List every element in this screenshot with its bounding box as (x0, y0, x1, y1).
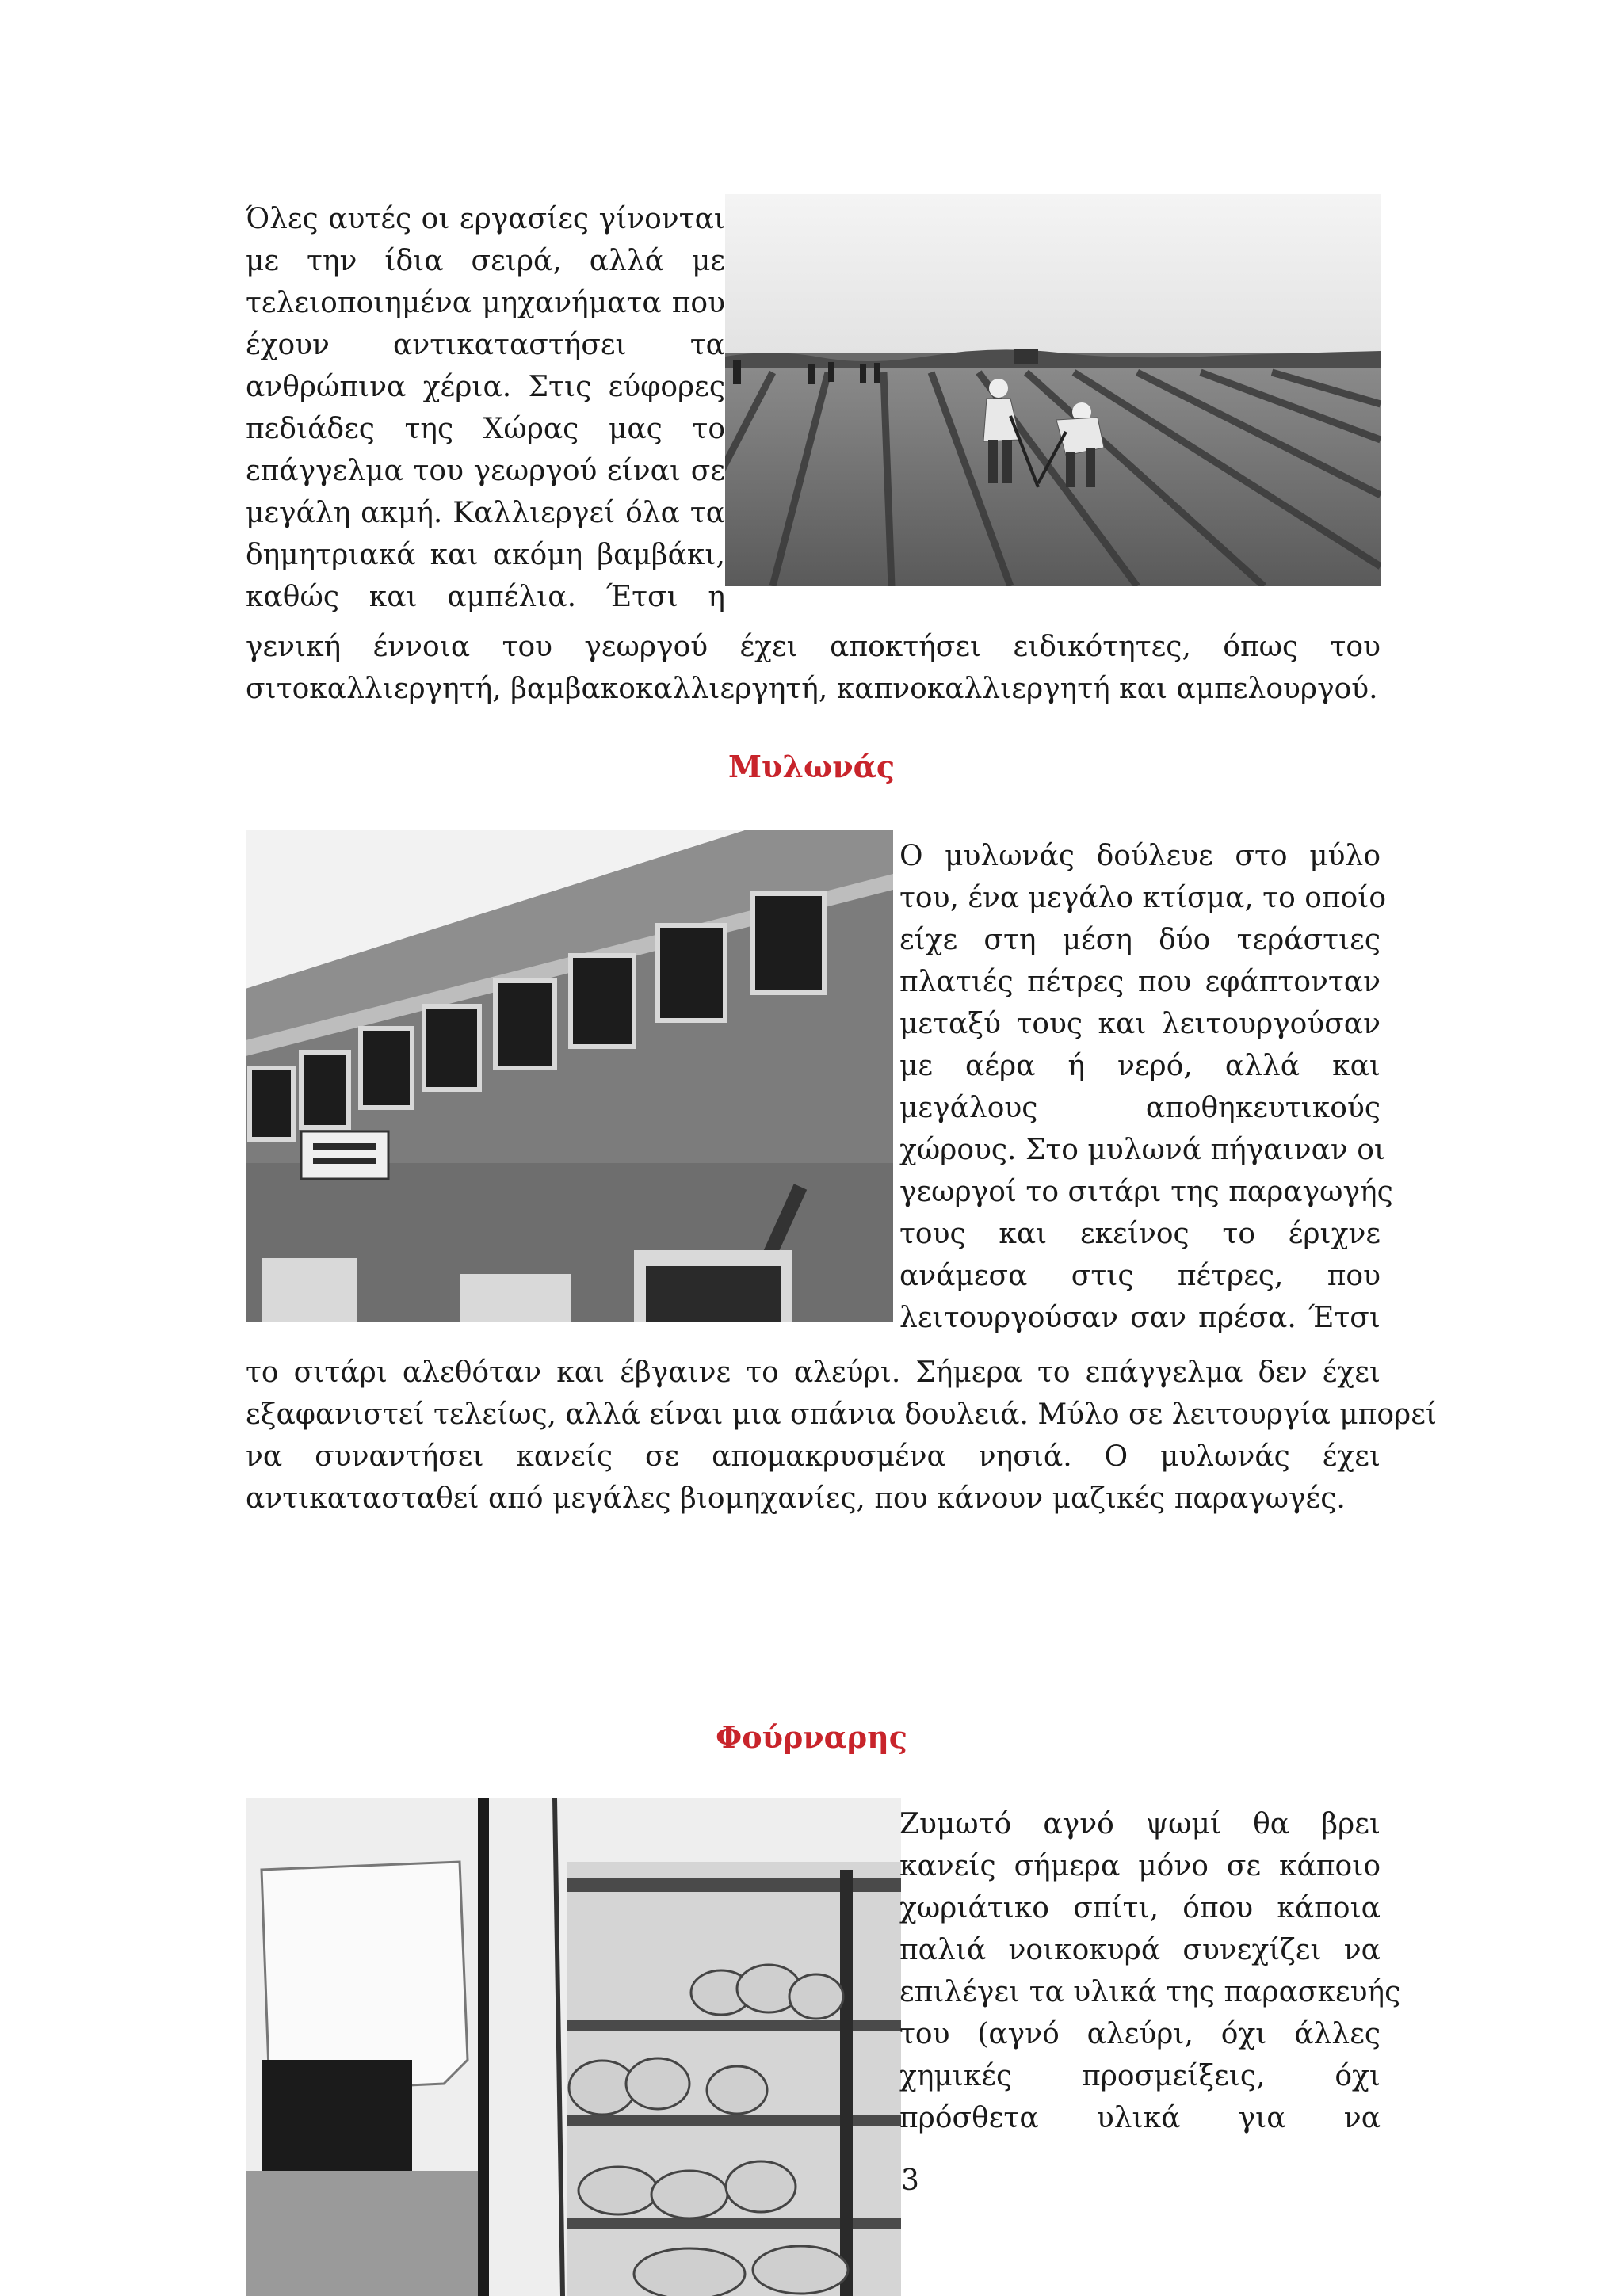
text-line: επάγγελμα του γεωργού είναι σε (246, 455, 725, 487)
text-line: μεταξύ τους και λειτουργούσαν (899, 1008, 1381, 1040)
text-line: γεωργοί το σιτάρι της παραγωγής (899, 1176, 1393, 1208)
text-line: του (αγνό αλεύρι, όχι άλλες (899, 2018, 1381, 2050)
text-line: εξαφανιστεί τελείως, αλλά είναι μια σπάνια δουλειά. Μύλο σε λειτουργία μπορεί (246, 1398, 1437, 1431)
mill-photo (246, 830, 893, 1322)
text-line: καθώς και αμπέλια. Έτσι η (246, 581, 725, 613)
text-line: κανείς σήμερα μόνο σε κάποιο (899, 1850, 1381, 1882)
miller-paragraph-wrapped (899, 835, 1393, 1339)
text-line: γενική έννοια του γεωργού έχει αποκτήσει ειδικότητες, όπως του (246, 631, 1381, 663)
text-line: λειτουργούσαν σαν πρέσα. Έτσι (899, 1302, 1381, 1334)
text-line: χημικές προσμείξεις, όχι (899, 2060, 1381, 2092)
farmer-paragraph-wrapped (246, 198, 725, 618)
text-line: τελειοποιημένα μηχανήματα που (246, 287, 725, 319)
miller-heading: Μυλωνάς (727, 749, 895, 784)
text-line: με την ίδια σειρά, αλλά με (246, 245, 725, 277)
text-line: να συναντήσει κανείς σε απομακρυσμένα νησιά. Ο μυλωνάς έχει (246, 1440, 1381, 1473)
text-line: επιλέγει τα υλικά της παρασκευής (899, 1976, 1401, 2008)
text-line: χωριάτικο σπίτι, όπου κάποια (899, 1892, 1381, 1924)
mill-photo-image (246, 830, 893, 1322)
text-line: παλιά νοικοκυρά συνεχίζει να (899, 1934, 1381, 1966)
text-line: Ο μυλωνάς δούλευε στο μύλο (899, 840, 1381, 872)
text-line: είχε στη μέση δύο τεράστιες (899, 924, 1381, 956)
text-line: σιτοκαλλιεργητή, βαμβακοκαλλιεργητή, καπνοκαλλιεργητή και αμπελουργού. (246, 673, 1378, 705)
text-line: πλατιές πέτρες που εφάπτονταν (899, 966, 1381, 998)
text-line: πρόσθετα υλικά για να (899, 2102, 1381, 2134)
text-line: πεδιάδες της Χώρας μας το (246, 413, 725, 445)
text-line: με αέρα ή νερό, αλλά και (899, 1050, 1381, 1082)
text-line: μεγάλους αποθηκευτικούς (899, 1092, 1381, 1124)
text-line: μεγάλη ακμή. Καλλιεργεί όλα τα (246, 497, 725, 529)
text-line: Όλες αυτές οι εργασίες γίνονται (246, 203, 725, 235)
text-line: έχουν αντικαταστήσει τα (246, 329, 725, 361)
bakery-photo (246, 1798, 901, 2296)
text-line: το σιτάρι αλεθόταν και έβγαινε το αλεύρι. Σήμερα το επάγγελμα δεν έχει (246, 1356, 1381, 1389)
bakery-photo-image (246, 1798, 901, 2296)
page-number: 3 (901, 2164, 919, 2197)
text-line: τους και εκείνος το έριχνε (899, 1218, 1381, 1250)
text-line: χώρους. Στο μυλωνά πήγαιναν οι (899, 1134, 1386, 1166)
miller-paragraph-full (246, 1352, 1437, 1520)
text-line: Ζυμωτό αγνό ψωμί θα βρει (899, 1808, 1381, 1840)
text-line: ανθρώπινα χέρια. Στις εύφορες (246, 371, 725, 403)
text-line: αντικατασταθεί από μεγάλες βιομηχανίες, που κάνουν μαζικές παραγωγές. (246, 1482, 1346, 1515)
text-line: του, ένα μεγάλο κτίσμα, το οποίο (899, 882, 1386, 914)
field-photo-image (725, 194, 1381, 586)
farmer-paragraph-full (246, 626, 1381, 710)
baker-heading: Φούρναρης (716, 1719, 907, 1755)
text-line: ανάμεσα στις πέτρες, που (899, 1260, 1381, 1292)
baker-paragraph-wrapped (899, 1803, 1401, 2139)
text-line: δημητριακά και ακόμη βαμβάκι, (246, 539, 725, 571)
field-photo (725, 194, 1381, 586)
